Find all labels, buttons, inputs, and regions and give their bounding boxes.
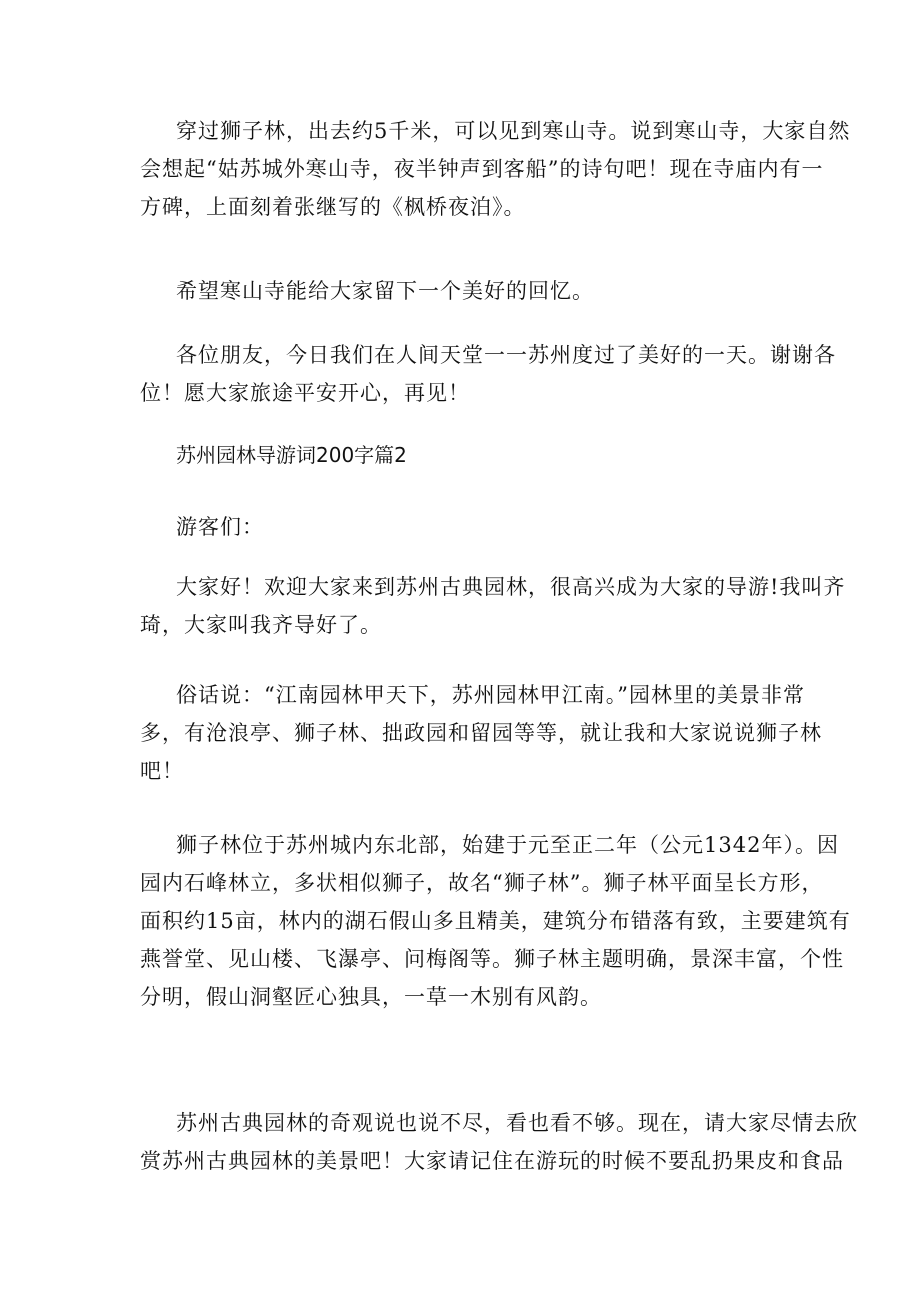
section-heading bbox=[140, 436, 800, 474]
text-line: 多，有沧浪亭、狮子林、拙政园和留园等等，就让我和大家说说狮子林 bbox=[140, 721, 822, 745]
text-line: 琦，大家叫我齐导好了。 bbox=[140, 613, 382, 637]
text-line: 希望寒山寺能给大家留下一个美好的回忆。 bbox=[176, 279, 594, 303]
text-line: 位！愿大家旅途平安开心，再见！ bbox=[140, 381, 470, 405]
paragraph-greeting-audience bbox=[140, 508, 800, 546]
text-line: 狮子林位于苏州城内东北部，始建于元至正二年（公元1342年）。因 bbox=[176, 833, 839, 857]
paragraph-farewell bbox=[140, 336, 836, 412]
paragraph-memory bbox=[140, 272, 800, 310]
heading-text: 苏州园林导游词200字篇2 bbox=[176, 443, 407, 467]
text-line: 大家好！欢迎大家来到苏州古典园林，很高兴成为大家的导游!我叫齐 bbox=[176, 575, 846, 599]
text-line: 吧！ bbox=[140, 759, 184, 783]
paragraph-saying bbox=[140, 676, 822, 790]
text-line: 燕誉堂、见山楼、飞瀑亭、问梅阁等。狮子林主题明确，景深丰富，个性 bbox=[140, 947, 844, 971]
paragraph-lion-grove bbox=[140, 826, 851, 1016]
text-line: 穿过狮子林，出去约5千米，可以见到寒山寺。说到寒山寺，大家自然 bbox=[176, 119, 851, 143]
paragraph-welcome bbox=[140, 568, 846, 644]
text-line: 游客们： bbox=[176, 515, 264, 539]
paragraph-hanshan-temple bbox=[140, 112, 851, 226]
text-line: 会想起“姑苏城外寒山寺，夜半钟声到客船”的诗句吧！现在寺庙内有一 bbox=[140, 157, 824, 181]
text-line: 面积约15亩，林内的湖石假山多且精美，建筑分布错落有致，主要建筑有 bbox=[140, 909, 851, 933]
text-line: 各位朋友，今日我们在人间天堂一一苏州度过了美好的一天。谢谢各 bbox=[176, 343, 836, 367]
text-line: 园内石峰林立，多状相似狮子，故名“狮子林”。狮子林平面呈长方形， bbox=[140, 871, 824, 895]
text-line: 赏苏州古典园林的美景吧！大家请记住在游玩的时候不要乱扔果皮和食品 bbox=[140, 1149, 844, 1173]
text-line: 分明，假山洞壑匠心独具，一草一木别有风韵。 bbox=[140, 985, 602, 1009]
paragraph-closing bbox=[140, 1104, 858, 1180]
text-line: 苏州古典园林的奇观说也说不尽，看也看不够。现在，请大家尽情去欣 bbox=[176, 1111, 858, 1135]
text-line: 方碑，上面刻着张继写的《枫桥夜泊》。 bbox=[140, 195, 526, 219]
text-line: 俗话说：“江南园林甲天下，苏州园林甲江南。”园林里的美景非常 bbox=[176, 683, 805, 707]
